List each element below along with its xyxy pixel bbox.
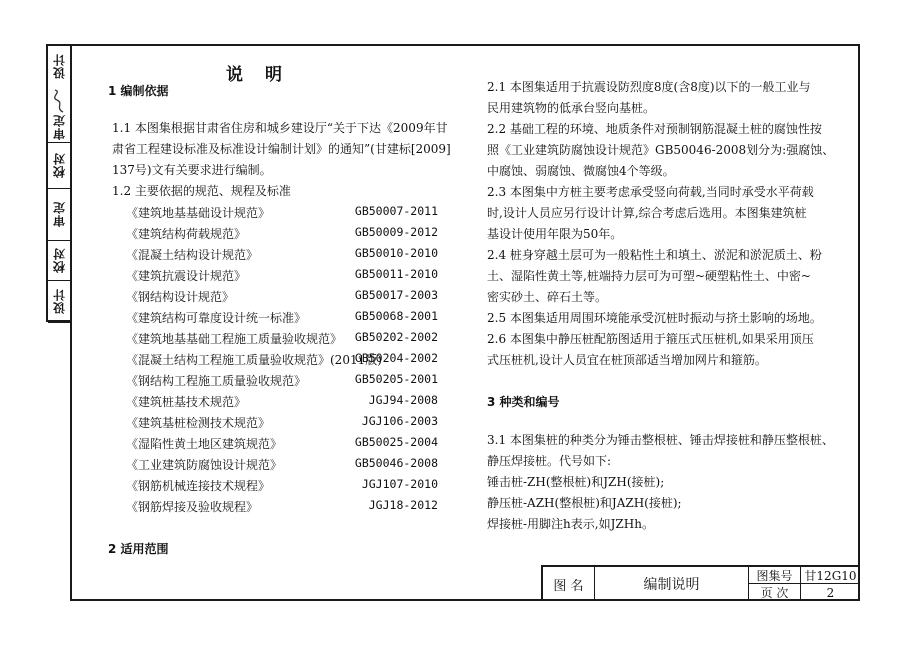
figname-value: 编制说明	[595, 567, 749, 601]
standard-row	[126, 246, 438, 266]
section-1-heading: 1 编制依据	[108, 84, 169, 98]
standard-code: JGJ107-2010	[361, 477, 438, 491]
sidebar-label: 设计	[52, 53, 67, 79]
text-line: 焊接桩-用脚注h表示,如JZHh。	[487, 517, 654, 531]
section-2-body	[487, 77, 839, 371]
text-line: 137号)文有关要求进行编制。	[112, 163, 272, 177]
text-line: 静压焊接桩。代号如下:	[487, 454, 612, 468]
text-line: 民用建筑物的低承台竖向基桩。	[487, 101, 656, 115]
standard-code: GB50011-2010	[354, 267, 438, 281]
sidebar-cell-approve	[48, 86, 70, 143]
atlas-number: 甘12G10	[801, 567, 860, 584]
standard-code: GB50204-2002	[354, 351, 438, 365]
standard-row	[126, 393, 438, 413]
text-line: 时,设计人员应另行设计计算,综合考虑后选用。本图集建筑桩	[487, 206, 807, 220]
sidebar-label: 校对	[52, 152, 67, 178]
standard-code: GB50046-2008	[354, 456, 438, 470]
sidebar-label: 审定	[52, 114, 67, 140]
standard-row	[126, 477, 438, 497]
text-line: 2.4 桩身穿越土层可为一般粘性土和填土、淤泥和淤泥质土、粉	[487, 248, 822, 262]
standard-name: 《建筑地基基础工程施工质量验收规范》	[126, 332, 343, 346]
signature	[52, 88, 66, 114]
section-3-body	[487, 430, 839, 535]
text-line: 2.3 本图集中方桩主要考虑承受竖向荷载,当同时承受水平荷载	[487, 185, 814, 199]
standard-code: GB50009-2012	[354, 225, 438, 239]
atlas-label: 图集号	[749, 567, 801, 584]
section-3-heading: 3 种类和编号	[487, 395, 560, 409]
text-line: 土、湿陷性黄土等,桩端持力层可为可塑~硬塑粘性土、中密~	[487, 269, 811, 283]
text-line: 照《工业建筑防腐蚀设计规范》GB50046-2008划分为:强腐蚀、	[487, 143, 835, 157]
standard-row	[126, 372, 438, 392]
text-line: 1.1 本图集根据甘肃省住房和城乡建设厅“关于下达《2009年甘	[112, 121, 448, 135]
standard-row	[126, 225, 438, 245]
standard-code: GB50205-2001	[354, 372, 438, 386]
standard-name: 《钢结构工程施工质量验收规范》	[126, 374, 307, 388]
standard-name: 《建筑结构可靠度设计统一标准》	[126, 311, 307, 325]
text-line: 2.6 本图集中静压桩配筋图适用于箍压式压桩机,如果采用顶压	[487, 332, 814, 346]
text-line: 2.5 本图集适用周围环境能承受沉桩时振动与挤土影响的场地。	[487, 311, 822, 325]
standard-row	[126, 288, 438, 308]
text-line: 式压桩机,设计人员宜在桩顶部适当增加网片和箍筋。	[487, 353, 767, 367]
signature-sidebar	[46, 44, 70, 322]
page-number: 2	[826, 585, 835, 600]
standard-row	[126, 330, 438, 350]
standard-code: GB50202-2002	[354, 330, 438, 344]
standard-row	[126, 351, 438, 371]
standard-code: GB50017-2003	[354, 288, 438, 302]
standard-code: JGJ106-2003	[361, 414, 438, 428]
section-2-heading: 2 适用范围	[108, 542, 169, 556]
standard-code: GB50007-2011	[354, 204, 438, 218]
standard-code: JGJ94-2008	[368, 393, 438, 407]
paragraph-1-1	[112, 118, 457, 181]
text-line: 2.2 基础工程的环境、地质条件对预制钢筋混凝土桩的腐蚀性按	[487, 122, 822, 136]
standard-row	[126, 204, 438, 224]
standard-name: 《钢筋焊接及验收规程》	[126, 500, 259, 514]
standard-name: 《建筑抗震设计规范》	[126, 269, 247, 283]
sidebar-label: 校对	[52, 247, 67, 273]
figname-label: 图 名	[543, 567, 595, 601]
standard-name: 《建筑桩基技术规范》	[126, 395, 247, 409]
standard-row	[126, 435, 438, 455]
sidebar-cell-approve-2	[48, 188, 70, 241]
text-line: 2.1 本图集适用于抗震设防烈度8度(含8度)以下的一般工业与	[487, 80, 811, 94]
paragraph-1-2: 1.2 主要依据的规范、规程及标准	[112, 184, 291, 198]
standard-name: 《混凝土结构设计规范》	[126, 248, 259, 262]
text-line: 3.1 本图集桩的种类分为锤击整根桩、锤击焊接桩和静压整根桩、	[487, 433, 834, 447]
standard-name: 《混凝土结构工程施工质量验收规范》(2011版)	[126, 353, 382, 367]
text-line: 中腐蚀、弱腐蚀、微腐蚀4个等级。	[487, 164, 675, 178]
standard-code: JGJ18-2012	[368, 498, 438, 512]
text-line: 基设计使用年限为50年。	[487, 227, 623, 241]
text-line: 肃省工程建设标准及标准设计编制计划》的通知”(甘建标[2009]	[112, 142, 451, 156]
sidebar-cell-check-2	[48, 240, 70, 281]
sidebar-cell-design-2	[48, 280, 70, 323]
standard-name: 《湿陷性黄土地区建筑规范》	[126, 437, 283, 451]
standard-row	[126, 456, 438, 476]
sidebar-cell-design	[48, 46, 70, 86]
standard-name: 《建筑地基基础设计规范》	[126, 206, 271, 220]
standard-row	[126, 498, 438, 518]
standard-code: GB50025-2004	[354, 435, 438, 449]
standard-name: 《钢结构设计规范》	[126, 290, 235, 304]
standard-row	[126, 414, 438, 434]
text-line: 密实砂土、碎石土等。	[487, 290, 608, 304]
standard-name: 《工业建筑防腐蚀设计规范》	[126, 458, 283, 472]
standard-row	[126, 309, 438, 329]
text-line: 锤击桩-ZH(整根桩)和JZH(接桩);	[487, 475, 665, 489]
standard-code: GB50068-2001	[354, 309, 438, 323]
sidebar-label: 审定	[52, 201, 67, 227]
standard-name: 《钢筋机械连接技术规程》	[126, 479, 271, 493]
standard-name: 《建筑结构荷载规范》	[126, 227, 247, 241]
standard-row	[126, 267, 438, 287]
page-title: 说明	[226, 65, 304, 85]
page-label: 页 次	[749, 584, 801, 601]
standard-name: 《建筑基桩检测技术规范》	[126, 416, 271, 430]
standard-code: GB50010-2010	[354, 246, 438, 260]
sidebar-label: 设计	[52, 288, 67, 314]
title-block	[541, 565, 860, 601]
sidebar-cell-check	[48, 142, 70, 189]
text-line: 静压桩-AZH(整根桩)和JAZH(接桩);	[487, 496, 682, 510]
